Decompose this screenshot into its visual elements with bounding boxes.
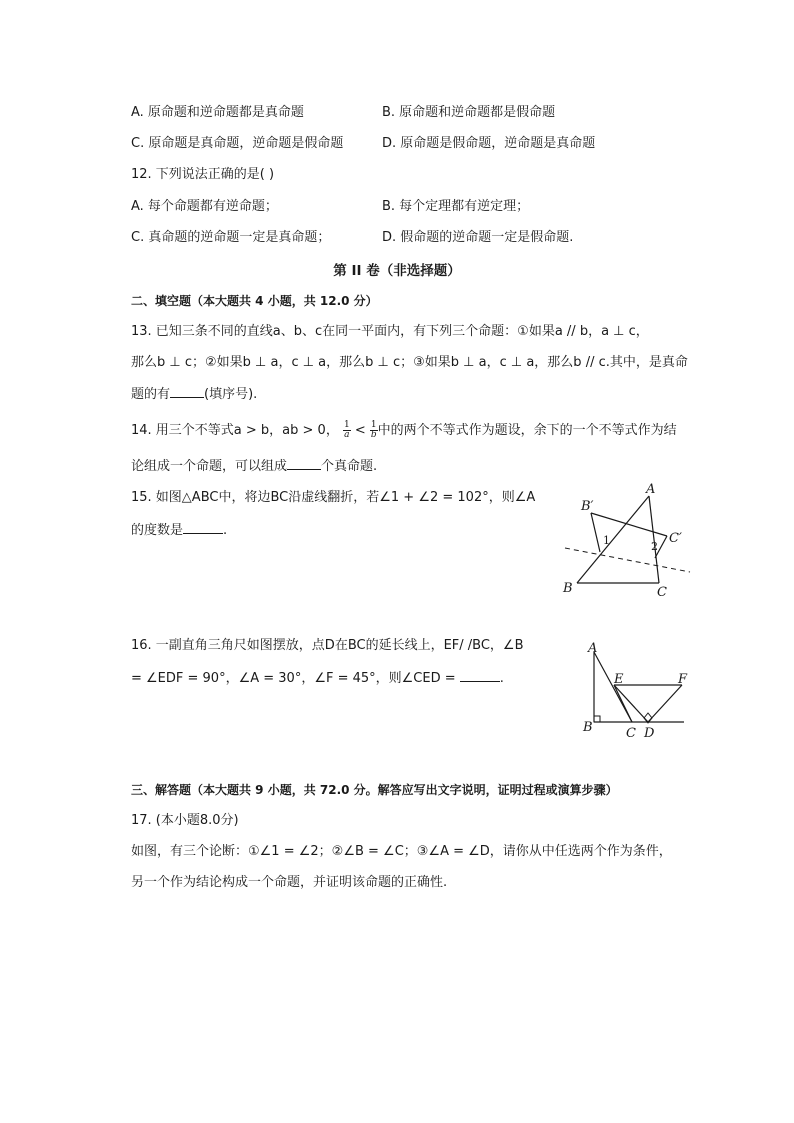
q17-line3: 另一个作为结论构成一个命题，并证明该命题的正确性. <box>131 875 448 890</box>
q16-right-angle-b <box>594 716 600 722</box>
q11-option-c: C. 原命题是真命题，逆命题是假命题 <box>131 136 344 151</box>
q15-label-2: 2 <box>651 540 658 553</box>
q14-fraction-1b: $\frac{1}{b}$ <box>370 420 377 440</box>
q13-line3-post: (填序号). <box>204 387 258 402</box>
q15-label-b: B <box>563 581 573 596</box>
q13-line2: 那么b ⊥ c；②如果b ⊥ a，c ⊥ a，那么b ⊥ c；③如果b ⊥ a，c ⊥ a，那么b // c.其中，是真命 <box>131 355 688 370</box>
q14-line1 <box>131 421 677 440</box>
q16-label-b: B <box>583 720 593 735</box>
q14-less-than: < <box>354 423 366 438</box>
q16-line2-pre: = ∠EDF = 90°，∠A = 30°，∠F = 45°，则∠CED = <box>131 671 456 686</box>
q15-label-1: 1 <box>603 534 610 547</box>
q16-label-d: D <box>644 726 655 741</box>
q16-figure <box>578 638 698 743</box>
q12-option-c: C. 真命题的逆命题一定是真命题； <box>131 230 331 245</box>
q16-line2 <box>131 669 504 688</box>
q16-answer-blank[interactable] <box>460 669 500 682</box>
q11-option-a: A. 原命题和逆命题都是真命题 <box>131 105 304 120</box>
q16-label-c: C <box>626 726 636 741</box>
q15-line1: 15. 如图△ABC中，将边BC沿虚线翻折，若∠1 + ∠2 = 102°，则∠A <box>131 490 536 505</box>
q14-line2 <box>131 457 377 476</box>
q15-figure <box>555 478 705 603</box>
q16-side-fd <box>648 685 682 722</box>
q15-answer-blank[interactable] <box>183 521 223 534</box>
q14-line1-post: 中的两个不等式作为题设，余下的一个不等式作为结 <box>377 423 677 438</box>
q15-label-c: C <box>657 585 667 600</box>
q15-fold-b1-left <box>591 513 600 552</box>
q15-label-b1: B′ <box>581 499 594 514</box>
q15-label-a: A <box>646 482 656 497</box>
q16-label-f: F <box>678 672 688 687</box>
q17-line2: 如图，有三个论断：①∠1 = ∠2；②∠B = ∠C；③∠A = ∠D，请你从中任选两个作为条件， <box>131 844 672 859</box>
q15-fold-b1-c1 <box>591 513 667 536</box>
q14-line2-post: 个真命题. <box>321 459 378 474</box>
q13-answer-blank[interactable] <box>170 385 204 398</box>
q14-line1-pre: 14. 用三个不等式a > b，ab > 0， <box>131 423 339 438</box>
q11-option-b: B. 原命题和逆命题都是假命题 <box>382 105 556 120</box>
q14-answer-blank[interactable] <box>287 457 321 470</box>
q13-line3-pre: 题的有 <box>131 387 171 402</box>
q14-fraction-1a: $\frac{1}{a}$ <box>343 420 350 440</box>
q13-line3 <box>131 385 257 404</box>
q12-stem: 12. 下列说法正确的是( ) <box>131 167 275 182</box>
q13-line1: 13. 已知三条不同的直线a、b、c在同一平面内，有下列三个命题：①如果a // b，a ⊥ c， <box>131 324 649 339</box>
q16-label-e: E <box>614 672 624 687</box>
q15-line2-pre: 的度数是 <box>131 523 184 538</box>
q16-side-ed <box>614 685 648 722</box>
q15-line2 <box>131 521 227 540</box>
q15-label-c1: C′ <box>669 531 682 546</box>
q16-line1: 16. 一副直角三角尺如图摆放，点D在BC的延长线上，EF/ /BC，∠B <box>131 638 524 653</box>
q15-fold-line <box>565 548 690 572</box>
section2-heading: 二、填空题（本大题共 4 小题，共 12.0 分） <box>131 294 378 308</box>
q14-line2-pre: 论组成一个命题，可以组成 <box>131 459 288 474</box>
q16-label-a: A <box>588 641 598 656</box>
q16-line2-post: . <box>499 671 504 686</box>
q12-option-d: D. 假命题的逆命题一定是假命题. <box>382 230 574 245</box>
q12-option-b: B. 每个定理都有逆定理； <box>382 199 530 214</box>
part2-title: 第 II 卷（非选择题） <box>333 263 461 279</box>
q15-line2-post: . <box>223 523 228 538</box>
q16-side-ec <box>614 685 632 722</box>
section3-heading: 三、解答题（本大题共 9 小题，共 72.0 分。解答应写出文字说明，证明过程或演算步骤） <box>131 783 618 797</box>
q17-line1: 17. (本小题8.0分) <box>131 813 239 828</box>
q11-option-d: D. 原命题是假命题，逆命题是真命题 <box>382 136 596 151</box>
q12-option-a: A. 每个命题都有逆命题； <box>131 199 278 214</box>
